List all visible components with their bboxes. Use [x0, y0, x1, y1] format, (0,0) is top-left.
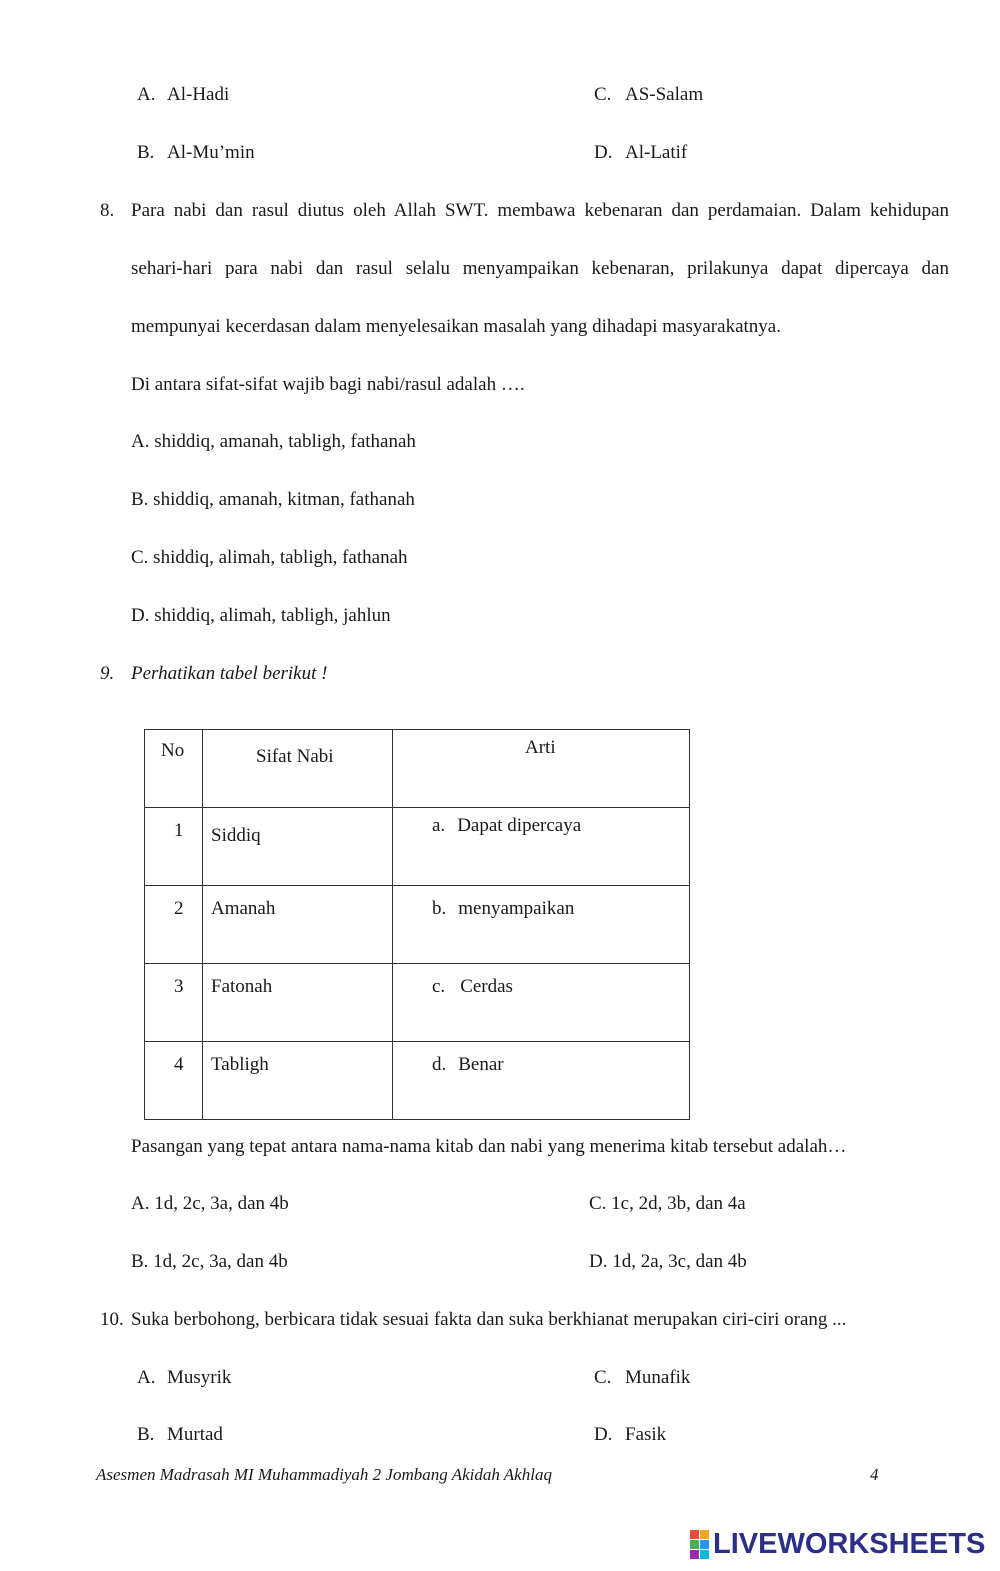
row-sifat: Fatonah — [211, 976, 273, 997]
row-no: 2 — [174, 898, 184, 919]
q9-option-a: A. 1d, 2c, 3a, dan 4b — [131, 1193, 289, 1214]
q8-question: Di antara sifat-sifat wajib bagi nabi/rasul adalah …. — [131, 374, 525, 395]
q10-number: 10. — [100, 1309, 124, 1330]
q9-intro: Perhatikan tabel berikut ! — [131, 663, 328, 684]
header-sifat: Sifat Nabi — [256, 746, 334, 767]
header-cell — [203, 730, 393, 808]
row-sifat: Siddiq — [211, 825, 261, 846]
option-letter: B. — [137, 142, 155, 163]
q9-option-d: D. 1d, 2a, 3c, dan 4b — [589, 1251, 747, 1272]
logo-mark-icon — [690, 1530, 709, 1559]
q8-line-1: Para nabi dan rasul diutus oleh Allah SWT. membawa kebenaran dan perdamaian. Dalam kehidupan — [131, 200, 949, 221]
q8-option-d: D. shiddiq, alimah, tabligh, jahlun — [131, 605, 391, 626]
q8-option-b: B. shiddiq, amanah, kitman, fathanah — [131, 489, 415, 510]
q8-line-3: mempunyai kecerdasan dalam menyelesaikan masalah yang dihadapi masyarakatnya. — [131, 316, 781, 337]
option-text: Al-Latif — [625, 142, 688, 163]
row-no: 1 — [174, 820, 184, 841]
table-row — [145, 808, 690, 886]
page-number: 4 — [870, 1465, 879, 1484]
header-arti: Arti — [525, 737, 556, 758]
option-letter: A. — [137, 84, 156, 105]
option-text: Murtad — [167, 1424, 223, 1445]
row-letter: a. — [432, 815, 446, 836]
option-text: AS-Salam — [625, 84, 704, 105]
option-text: Fasik — [625, 1424, 667, 1445]
row-letter: b. — [432, 898, 447, 919]
option-letter: C. — [594, 1367, 612, 1388]
table-header-row — [145, 730, 690, 808]
q9-option-c: C. 1c, 2d, 3b, dan 4a — [589, 1193, 746, 1214]
option-text: Al-Hadi — [167, 84, 230, 105]
table-row — [145, 1042, 690, 1120]
table-row — [145, 886, 690, 964]
q8-option-c: C. shiddiq, alimah, tabligh, fathanah — [131, 547, 408, 568]
row-letter: c. — [432, 976, 446, 997]
option-letter: D. — [594, 1424, 613, 1445]
liveworksheets-logo[interactable] — [690, 1526, 985, 1562]
option-letter: A. — [137, 1367, 156, 1388]
option-letter: D. — [594, 142, 613, 163]
header-cell — [393, 730, 690, 808]
row-letter: d. — [432, 1054, 447, 1075]
q8-number: 8. — [100, 200, 115, 221]
sifat-nabi-table — [144, 729, 690, 1120]
q9-question: Pasangan yang tepat antara nama-nama kitab dan nabi yang menerima kitab tersebut adalah… — [131, 1136, 847, 1157]
row-no: 4 — [174, 1054, 184, 1075]
option-letter: B. — [137, 1424, 155, 1445]
header-no: No — [161, 740, 185, 761]
row-no: 3 — [174, 976, 184, 997]
header-cell — [145, 730, 203, 808]
row-sifat: Tabligh — [211, 1054, 269, 1075]
option-letter: C. — [594, 84, 612, 105]
row-arti: Dapat dipercaya — [457, 815, 582, 836]
q9-option-b: B. 1d, 2c, 3a, dan 4b — [131, 1251, 288, 1272]
row-arti: menyampaikan — [458, 898, 575, 919]
option-text: Al-Mu’min — [167, 142, 255, 163]
page-footer: Asesmen Madrasah MI Muhammadiyah 2 Jombang Akidah Akhlaq — [96, 1465, 552, 1484]
q8-option-a: A. shiddiq, amanah, tabligh, fathanah — [131, 431, 416, 452]
q8-line-2: sehari-hari para nabi dan rasul selalu menyampaikan kebenaran, prilakunya dapat dipercaya dan — [131, 258, 949, 279]
table-row — [145, 964, 690, 1042]
q10-text: Suka berbohong, berbicara tidak sesuai fakta dan suka berkhianat merupakan ciri-ciri orang ... — [131, 1309, 847, 1330]
row-arti: Benar — [458, 1054, 504, 1075]
option-text: Musyrik — [167, 1367, 232, 1388]
row-arti: Cerdas — [460, 976, 513, 997]
option-text: Munafik — [625, 1367, 691, 1388]
logo-text: LIVEWORKSHEETS — [713, 1527, 986, 1560]
row-sifat: Amanah — [211, 898, 276, 919]
q9-number: 9. — [100, 663, 115, 684]
